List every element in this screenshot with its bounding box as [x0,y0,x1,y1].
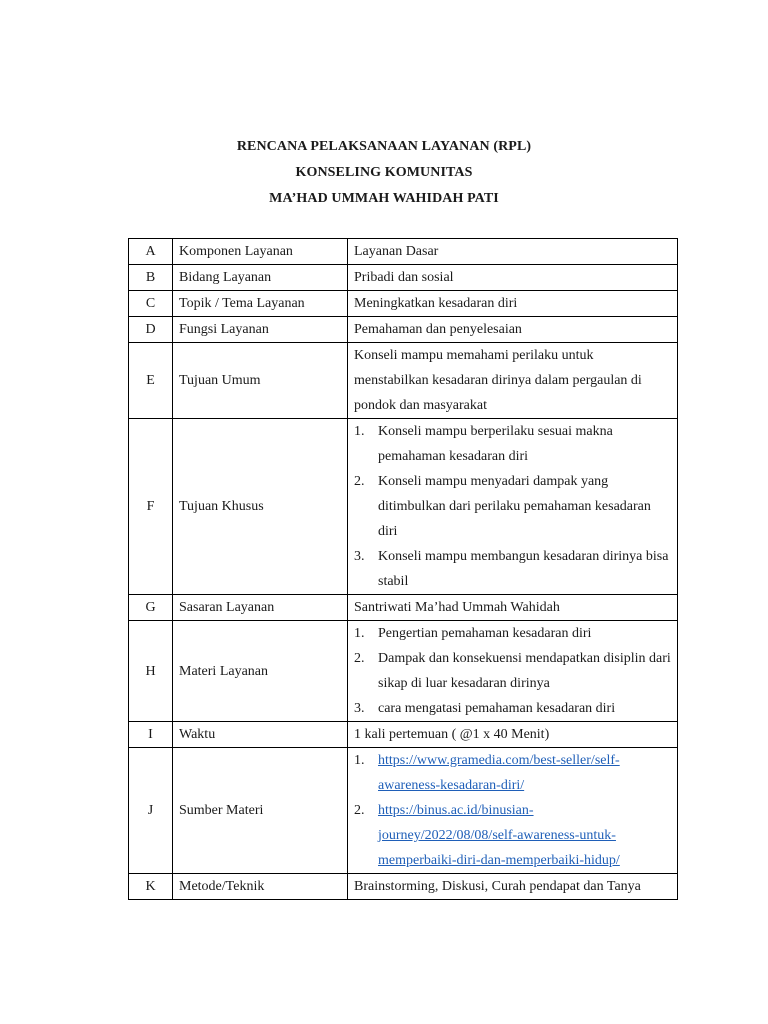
list-number: 2. [354,803,365,818]
row-value: Layanan Dasar [348,239,678,265]
row-label: Metode/Teknik [173,874,348,900]
row-value: Konseli mampu memahami perilaku untuk menstabilkan kesadaran dirinya dalam pergaulan di pondok dan masyarakat [348,343,678,419]
list-item [354,798,671,873]
row-code: I [129,722,173,748]
row-label: Topik / Tema Layanan [173,291,348,317]
row-value: Santriwati Ma’had Ummah Wahidah [348,595,678,621]
row-label: Tujuan Khusus [173,419,348,595]
row-value [348,621,678,722]
list-number: 1. [354,753,365,768]
table-row [129,722,678,748]
row-value: Brainstorming, Diskusi, Curah pendapat dan Tanya [348,874,678,900]
row-code: G [129,595,173,621]
list-item [354,748,671,798]
source-link[interactable]: https://www.gramedia.com/best-seller/self-awareness-kesadaran-diri/ [378,753,620,793]
table-row [129,595,678,621]
list-item [354,646,671,696]
row-value: Pribadi dan sosial [348,265,678,291]
row-value [348,419,678,595]
row-code: H [129,621,173,722]
objective-list [354,419,671,594]
table-row [129,419,678,595]
row-label: Materi Layanan [173,621,348,722]
row-label: Fungsi Layanan [173,317,348,343]
source-list [354,748,671,873]
list-text: Konseli mampu menyadari dampak yang ditimbulkan dari perilaku pemahaman kesadaran diri [378,474,651,539]
row-value: Pemahaman dan penyelesaian [348,317,678,343]
rpl-table [128,238,678,900]
institution-name: MA’HAD UMMAH WAHIDAH PATI [269,191,499,206]
row-label: Bidang Layanan [173,265,348,291]
list-number: 3. [354,701,365,716]
row-value: 1 kali pertemuan ( @1 x 40 Menit) [348,722,678,748]
list-item [354,621,671,646]
table-row [129,621,678,722]
row-value: Meningkatkan kesadaran diri [348,291,678,317]
row-code: K [129,874,173,900]
row-label: Waktu [173,722,348,748]
row-value [348,748,678,874]
list-text: Konseli mampu berperilaku sesuai makna pemahaman kesadaran diri [378,424,613,464]
table-row [129,343,678,419]
list-number: 3. [354,549,365,564]
list-number: 1. [354,626,365,641]
table-row [129,265,678,291]
table-row [129,291,678,317]
list-item [354,696,671,721]
list-text: Pengertian pemahaman kesadaran diri [378,626,592,641]
row-code: D [129,317,173,343]
list-number: 1. [354,424,365,439]
table-row [129,874,678,900]
list-item [354,419,671,469]
row-code: A [129,239,173,265]
row-code: E [129,343,173,419]
list-text: cara mengatasi pemahaman kesadaran diri [378,701,616,716]
list-text: Konseli mampu membangun kesadaran dirinya bisa stabil [378,549,669,589]
document-title: RENCANA PELAKSANAAN LAYANAN (RPL) [236,139,532,154]
table-row [129,317,678,343]
document-subtitle: KONSELING KOMUNITAS [295,165,473,180]
row-code: C [129,291,173,317]
list-item [354,469,671,544]
row-code: B [129,265,173,291]
document-header [0,134,768,212]
row-code: F [129,419,173,595]
list-number: 2. [354,474,365,489]
list-number: 2. [354,651,365,666]
table-row [129,239,678,265]
row-label: Komponen Layanan [173,239,348,265]
row-label: Sasaran Layanan [173,595,348,621]
row-label: Sumber Materi [173,748,348,874]
source-link[interactable]: https://binus.ac.id/binusian-journey/2022/08/08/self-awareness-untuk-memperbaiki-diri-dan-memperbaiki-hidup/ [378,803,620,868]
list-text: Dampak dan konsekuensi mendapatkan disiplin dari sikap di luar kesadaran dirinya [378,651,671,691]
material-list [354,621,671,721]
row-code: J [129,748,173,874]
list-item [354,544,671,594]
table-row [129,748,678,874]
row-label: Tujuan Umum [173,343,348,419]
